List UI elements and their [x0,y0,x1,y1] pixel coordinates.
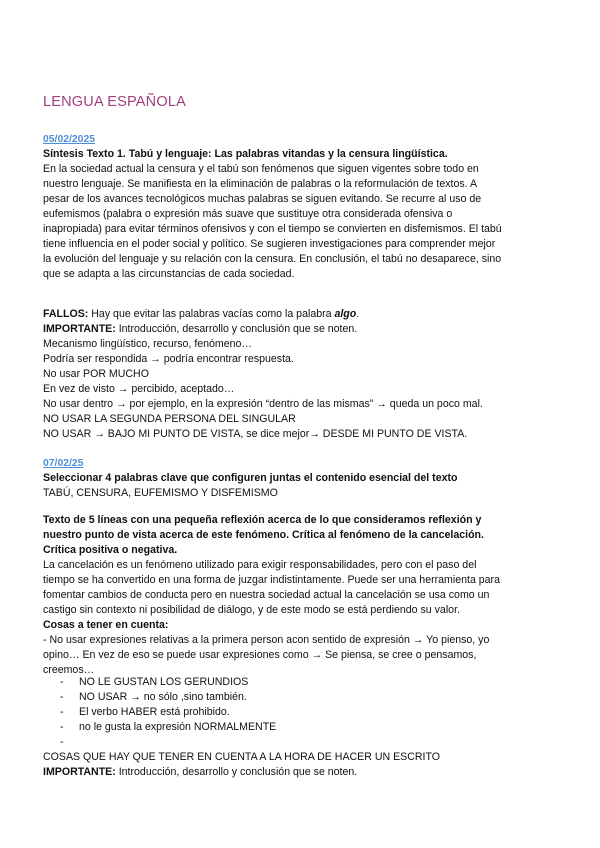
note-line: No usar dentro → por ejemplo, en la expresión “dentro de las mismas” → queda un poco mal. [43,398,483,410]
entry-2 [43,456,563,501]
task-line: Texto de 5 líneas con una pequeña reflexión acerca de lo que consideramos reflexión y [43,514,482,526]
fallos-note [43,307,563,322]
keywords-line: TABÚ, CENSURA, EUFEMISMO Y DISFEMISMO [43,487,278,499]
entry-1 [43,132,563,282]
paragraph-line: eufemismos (palabra o expresión más suave que sustituye otra considerada ofensiva o [43,208,453,220]
bullet-dash: - [60,676,64,688]
notes-block [43,307,563,442]
note-line: NO USAR LA SEGUNDA PERSONA DEL SINGULAR [43,413,296,425]
bullet-text: NO USAR → no sólo ,sino también. [79,691,247,703]
answer-line: fomentar cambios de conducta pero en nuestra sociedad actual la cancelación se usa como un [43,589,490,601]
answer-line: castigo sin contexto ni posibilidad de diálogo, y de este modo se está perdiendo su valor. [43,604,460,616]
page-title: LENGUA ESPAÑOLA [43,94,186,110]
bullet-list [60,675,560,748]
note-line: Podría ser respondida → podría encontrar respuesta. [43,353,294,365]
task-block [43,513,563,678]
bullet-item [60,720,560,735]
bullet-dash: - [60,691,64,703]
note-line: No usar POR MUCHO [43,368,149,380]
importante-text: Introducción, desarrollo y conclusión que se noten. [115,323,358,335]
task-line: Crítica positiva o negativa. [43,544,178,556]
bullet-dash: - [60,721,64,733]
cosas-line: creemos… [43,664,95,676]
paragraph-line: pesar de los avances tecnológicos muchas palabras se siguen evitando. Se recurre al uso de [43,193,482,205]
paragraph-line: la evolución del lenguaje y su relación con la censura. En conclusión, el tabú no desaparece, sino [43,253,502,265]
bullet-item [60,690,560,705]
answer-line: La cancelación es un fenómeno utilizado para exigir responsabilidades, pero con el paso del [43,559,477,571]
cosas-line: - No usar expresiones relativas a la primera person acon sentido de expresión → Yo pienso, yo [43,634,490,646]
cosas-heading: Cosas a tener en cuenta: [43,619,169,631]
bullet-text: no le gusta la expresión NORMALMENTE [79,721,277,733]
fallos-word: algo [334,308,357,320]
bullet-item [60,705,560,720]
paragraph-line: inapropiada) para evitar términos ofensivos y con el tiempo se convierten en disfemismos. El tabú [43,223,502,235]
bullet-text: NO LE GUSTAN LOS GERUNDIOS [79,676,249,688]
bullet-dash: - [60,736,64,748]
paragraph-line: tiene influencia en el poder social y político. Se sugieren investigaciones para comprender mejor [43,238,496,250]
bullet-dash: - [60,706,64,718]
paragraph-line: nuestro lenguaje. Se manifiesta en la eliminación de palabras o la reformulación de textos. A [43,178,478,190]
entry-1-date: 05/02/2025 [43,134,96,145]
bullet-text: El verbo HABER está prohibido. [79,706,230,718]
entry-2-date: 07/02/25 [43,458,84,469]
cosas-line: opino… En vez de eso se puede usar expresiones como → Se piensa, se cree o pensamos, [43,649,477,661]
importante-note-2 [43,765,563,780]
paragraph-line: En la sociedad actual la censura y el tabú son fenómenos que siguen vigentes sobre todo en [43,163,479,175]
entry-2-heading: Seleccionar 4 palabras clave que configuren juntas el contenido esencial del texto [43,472,458,484]
importante-label: IMPORTANTE: [43,323,116,335]
fallos-label: FALLOS: [43,308,89,320]
note-line: En vez de visto → percibido, aceptado… [43,383,235,395]
importante-label: IMPORTANTE: [43,766,116,778]
answer-line: tiempo se ha convertido en una forma de juzgar indistintamente. Puede ser una herramienta para [43,574,500,586]
bullet-item [60,675,560,690]
paragraph-line: que se adapta a las circunstancias de cada sociedad. [43,268,295,280]
fallos-text: Hay que evitar las palabras vacías como la palabra [88,308,335,320]
closing-line: COSAS QUE HAY QUE TENER EN CUENTA A LA HORA DE HACER UN ESCRITO [43,751,440,763]
entry-1-heading: Síntesis Texto 1. Tabú y lenguaje: Las palabras vitandas y la censura lingüística. [43,148,448,160]
closing-block [43,750,563,780]
fallos-end: . [356,308,360,320]
task-line: nuestro punto de vista acerca de este fenómeno. Crítica al fenómeno de la cancelación. [43,529,484,541]
importante-text: Introducción, desarrollo y conclusión que se noten. [115,766,358,778]
note-line: Mecanismo lingüístico, recurso, fenómeno… [43,338,253,350]
note-line: NO USAR → BAJO MI PUNTO DE VISTA, se dice mejor→ DESDE MI PUNTO DE VISTA. [43,428,468,440]
importante-note [43,322,563,337]
